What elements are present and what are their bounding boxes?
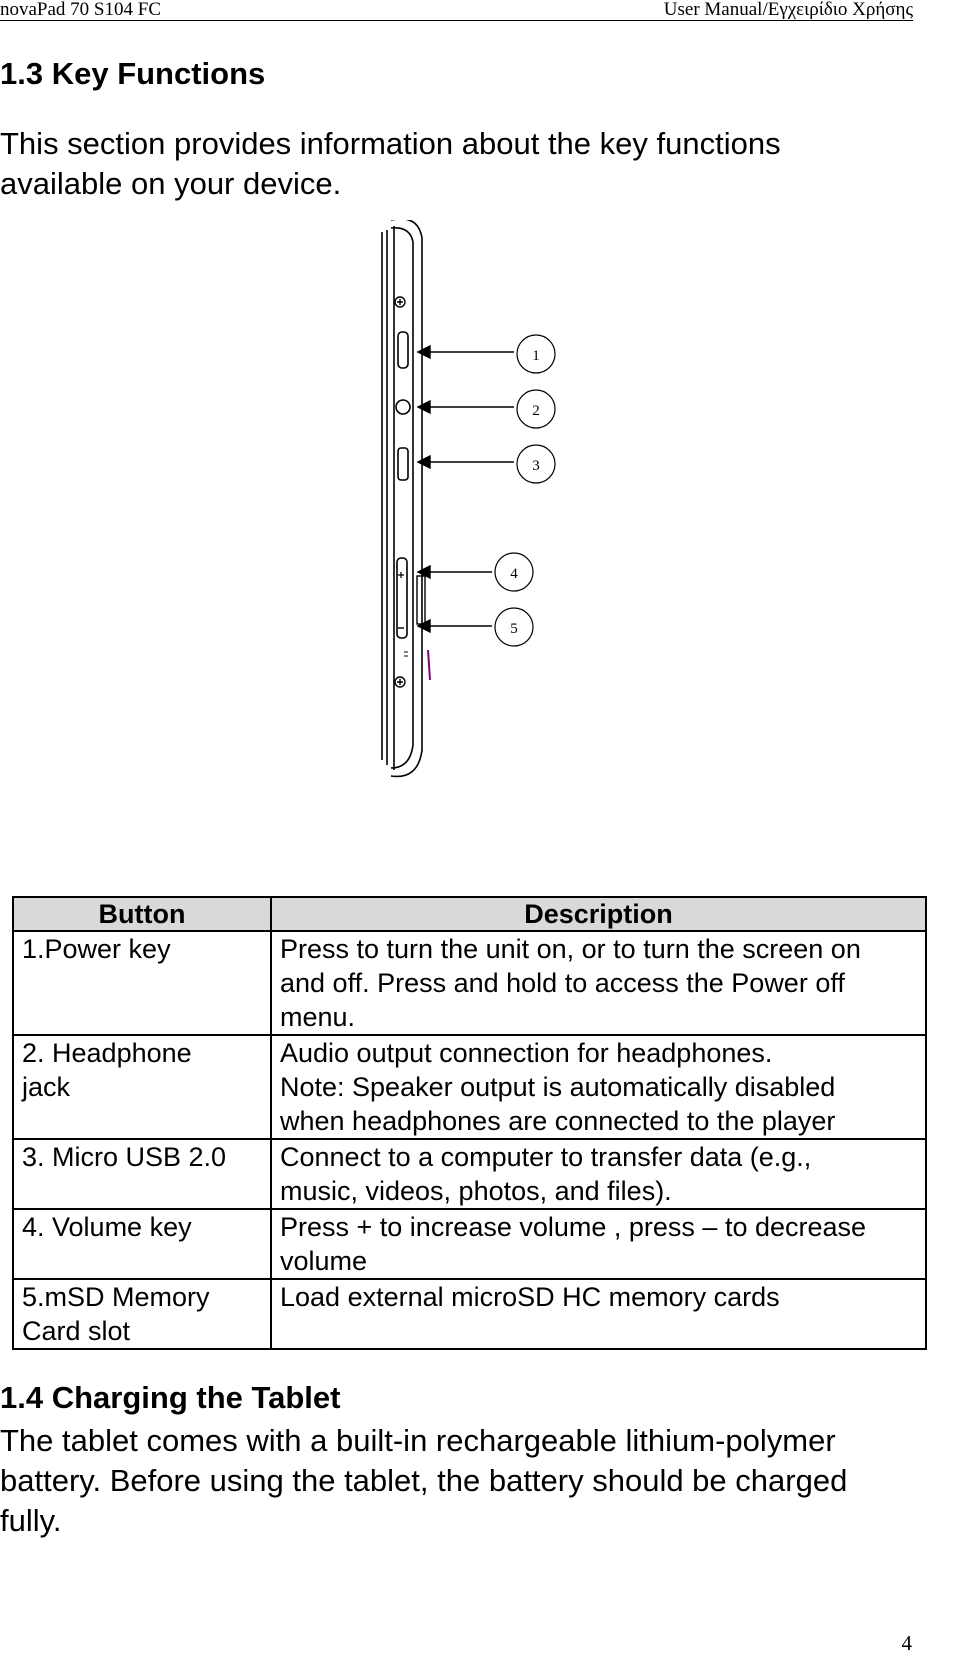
tablet-side-outline: [382, 220, 422, 776]
button-cell: 1.Power key: [13, 931, 271, 1035]
intro-line-1: This section provides information about the key functions: [0, 126, 781, 161]
callout-arrows: [418, 346, 514, 632]
svg-text:5: 5: [510, 621, 518, 637]
charging-line-3: fully.: [0, 1503, 62, 1538]
svg-text:3: 3: [532, 458, 540, 474]
description-cell: Press to turn the unit on, or to turn the screen on and off. Press and hold to access the Power off menu.: [271, 931, 926, 1035]
description-cell: Audio output connection for headphones. Note: Speaker output is automatically disabled when headphones are connected to the player: [271, 1035, 926, 1139]
column-header-description: Description: [271, 897, 926, 931]
button-cell: 3. Micro USB 2.0: [13, 1139, 271, 1209]
description-cell: Press + to increase volume , press – to decrease volume: [271, 1209, 926, 1279]
msd-card-slot-shape: [417, 576, 425, 624]
volume-plus-icon: [398, 572, 404, 578]
screw-bottom-icon: [395, 677, 405, 687]
table-row-msd-card-slot: [13, 1279, 926, 1349]
callout-5: [495, 608, 533, 646]
page-number: 4: [901, 1631, 912, 1655]
svg-text:4: 4: [510, 566, 518, 582]
svg-text:1: 1: [532, 348, 540, 364]
description-cell: Load external microSD HC memory cards: [271, 1279, 926, 1349]
screw-top-icon: [395, 297, 405, 307]
callout-2: [517, 390, 555, 428]
led-indicator-shape: [428, 650, 430, 680]
device-side-diagram: [360, 220, 620, 820]
table-header-row: [13, 897, 926, 931]
section-title-key-functions: 1.3 Key Functions: [0, 56, 266, 91]
charging-line-1: The tablet comes with a built-in rechargeable lithium-polymer: [0, 1423, 836, 1458]
svg-text:2: 2: [532, 403, 540, 419]
header-manual-title: User Manual/Εγχειρίδιο Χρήσης: [663, 0, 913, 20]
table-row-volume-key: [13, 1209, 926, 1279]
table-row-power-key: [13, 931, 926, 1035]
vent-mark: [404, 652, 408, 656]
header-product-name: novaPad 70 S104 FC: [0, 0, 161, 20]
intro-line-2: available on your device.: [0, 166, 342, 201]
button-cell: 4. Volume key: [13, 1209, 271, 1279]
section-title-charging: 1.4 Charging the Tablet: [0, 1380, 341, 1415]
button-cell: 5.mSD Memory Card slot: [13, 1279, 271, 1349]
table-row-headphone-jack: [13, 1035, 926, 1139]
column-header-button: Button: [13, 897, 271, 931]
volume-key-shape: [397, 558, 407, 638]
power-key-shape: [398, 332, 408, 368]
charging-line-2: battery. Before using the tablet, the battery should be charged: [0, 1463, 848, 1498]
callout-3: [517, 445, 555, 483]
key-functions-table: [12, 896, 927, 1350]
button-cell: 2. Headphone jack: [13, 1035, 271, 1139]
callout-4: [495, 553, 533, 591]
page-header: [0, 0, 913, 21]
headphone-jack-shape: [396, 400, 410, 414]
description-cell: Connect to a computer to transfer data (e.g., music, videos, photos, and files).: [271, 1139, 926, 1209]
micro-usb-port-shape: [398, 448, 408, 480]
callout-1: [517, 335, 555, 373]
table-row-micro-usb: [13, 1139, 926, 1209]
